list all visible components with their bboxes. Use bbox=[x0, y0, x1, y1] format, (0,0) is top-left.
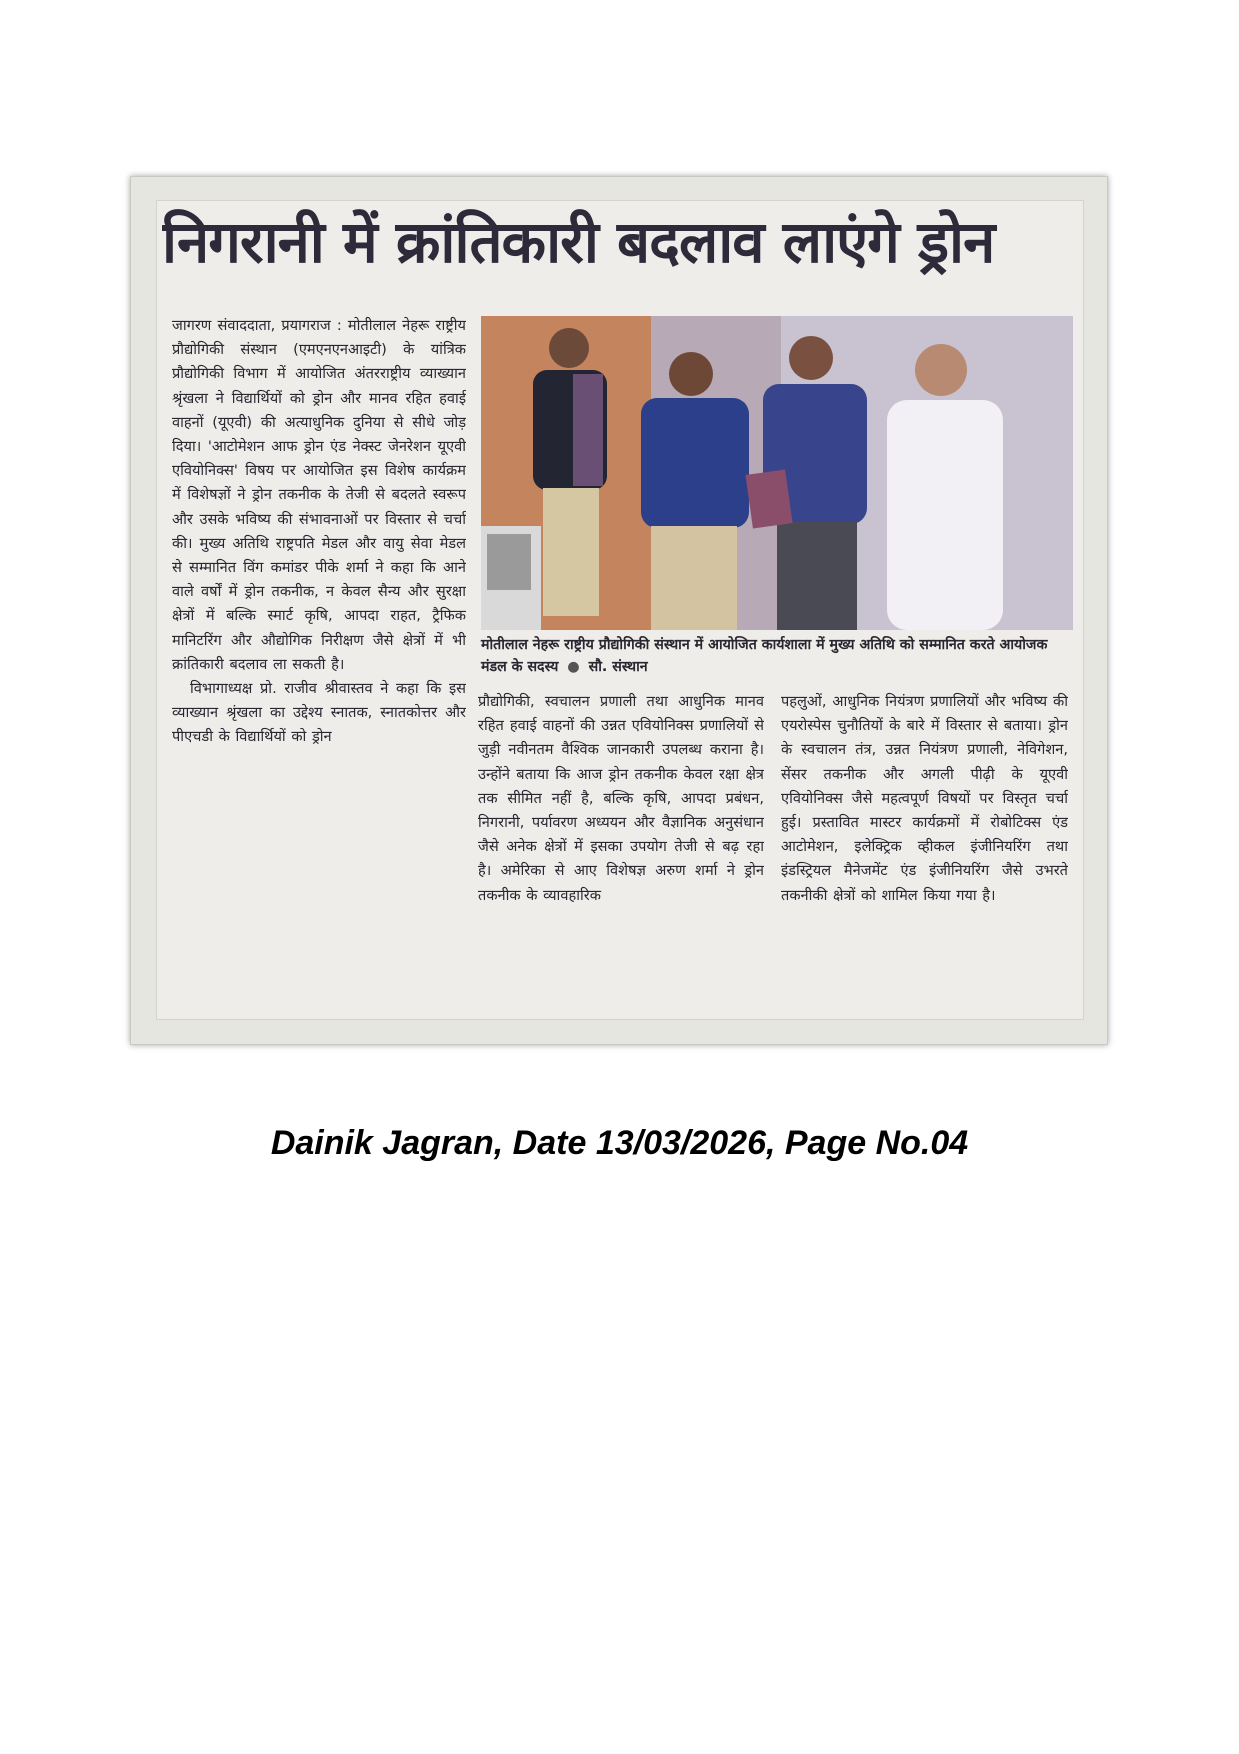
headline: निगरानी में क्रांतिकारी बदलाव लाएंगे ड्रोन bbox=[162, 208, 995, 276]
newspaper-clipping bbox=[156, 200, 1084, 1020]
article-column-3 bbox=[781, 690, 1068, 1010]
paragraph: प्रौद्योगिकी, स्वचालन प्रणाली तथा आधुनिक मानव रहित हवाई वाहनों की उन्नत एवियोनिक्स प्रणालियों से जुड़ी नवीनतम वैश्विक जानकारी उपलब्ध कराना है। उन्होंने बताया कि आज ड्रोन तकनीक केवल रक्षा क्षेत्र तक सीमित नहीं है, बल्कि कृषि, आपदा प्रबंधन, निगरानी, पर्यावरण अध्ययन और वैज्ञानिक अनुसंधान जैसे अनेक क्षेत्रों में इसका उपयोग तेजी से बढ़ रहा है। अमेरिका से आए विशेषज्ञ अरुण शर्मा ने ड्रोन तकनीक के व्यावहारिक bbox=[478, 693, 764, 904]
source-citation: Dainik Jagran, Date 13/03/2026, Page No.04 bbox=[270, 1124, 969, 1162]
photo-caption bbox=[481, 634, 1077, 678]
event-photo-illustration bbox=[481, 316, 1073, 630]
bullet-icon: ● bbox=[567, 659, 580, 675]
article-column-2 bbox=[478, 690, 764, 1010]
paragraph: पहलुओं, आधुनिक नियंत्रण प्रणालियों और भविष्य की एयरोस्पेस चुनौतियों के बारे में विस्तार से बताया। ड्रोन के स्वचालन तंत्र, उन्नत नियंत्रण प्रणाली, नेविगेशन, सेंसर तकनीक और अगली पीढ़ी के यूएवी एवियोनिक्स जैसे महत्वपूर्ण विषयों पर विस्तृत चर्चा हुई। प्रस्तावित मास्टर कार्यक्रमों में रोबोटिक्स एंड आटोमेशन, इलेक्ट्रिक व्हीकल इंजीनियरिंग तथा इंडस्ट्रियल मैनेजमेंट एंड इंजीनियरिंग जैसे उभरते तकनीकी क्षेत्रों को शामिल किया गया है। bbox=[781, 693, 1068, 904]
paragraph: विभागाध्यक्ष प्रो. राजीव श्रीवास्तव ने कहा कि इस व्याख्यान श्रृंखला का उद्देश्य स्नातक, स्नातकोत्तर और पीएचडी के विद्यार्थियों को ड्रोन bbox=[172, 680, 466, 746]
photo-credit: सौ. संस्थान bbox=[588, 659, 648, 675]
article-column-1 bbox=[172, 314, 466, 1014]
event-photo bbox=[481, 316, 1073, 630]
paragraph: जागरण संवाददाता, प्रयागराज : मोतीलाल नेहरू राष्ट्रीय प्रौद्योगिकी संस्थान (एमएनएनआइटी) के यांत्रिक प्रौद्योगिकी विभाग में आयोजित अंतरराष्ट्रीय व्याख्यान श्रृंखला ने विद्यार्थियों को ड्रोन और मानव रहित हवाई वाहनों (यूएवी) की अत्याधुनिक दुनिया से सीधे जोड़ दिया। 'आटोमेशन आफ ड्रोन एंड नेक्स्ट जेनरेशन यूएवी एवियोनिक्स' विषय पर आयोजित इस विशेष कार्यक्रम में विशेषज्ञों ने ड्रोन तकनीक के तेजी से बदलते स्वरूप और उसके भविष्य की संभावनाओं पर विस्तार से चर्चा की। मुख्य अतिथि राष्ट्रपति मेडल और वायु सेवा मेडल से सम्मानित विंग कमांडर पीके शर्मा ने कहा कि आने वाले वर्षों में ड्रोन तकनीक, न केवल सैन्य और सुरक्षा क्षेत्रों में बल्कि स्मार्ट कृषि, आपदा राहत, ट्रैफिक मानिटरिंग और औद्योगिक निरीक्षण जैसे क्षेत्रों में भी क्रांतिकारी बदलाव ला सकती है। bbox=[172, 317, 466, 673]
caption-text: मोतीलाल नेहरू राष्ट्रीय प्रौद्योगिकी संस्थान में आयोजित कार्यशाला में मुख्य अतिथि को सम्मानित करते आयोजक मंडल के सदस्य bbox=[481, 637, 1048, 675]
